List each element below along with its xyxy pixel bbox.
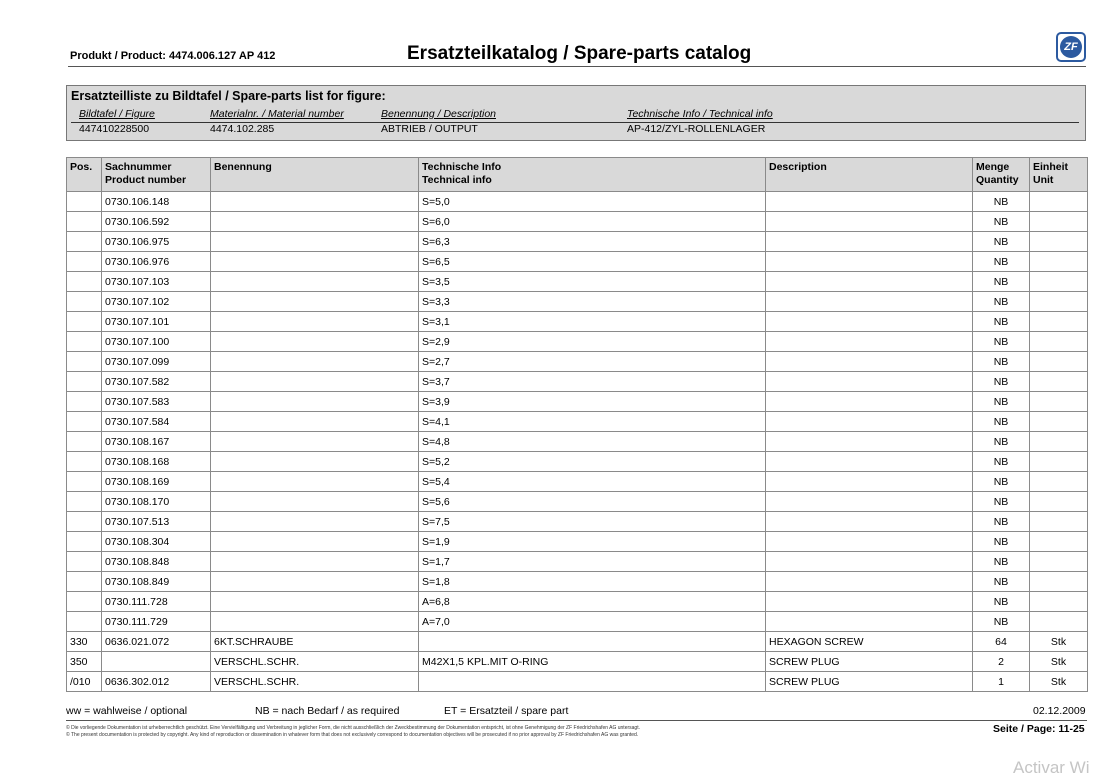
cell-quantity: NB: [973, 332, 1030, 352]
cell-pos: [67, 492, 102, 512]
cell-pos: [67, 532, 102, 552]
table-row: [67, 672, 1088, 692]
zf-logo-text: ZF: [1060, 36, 1082, 58]
cell-description: [766, 552, 973, 572]
cell-description: [766, 432, 973, 452]
cell-pos: [67, 552, 102, 572]
cell-technical-info: S=6,0: [419, 212, 766, 232]
column-header-description: [766, 158, 973, 192]
column-header-label: Sachnummer: [105, 161, 172, 173]
cell-name-de: [211, 452, 419, 472]
cell-pos: 330: [67, 632, 102, 652]
cell-technical-info: S=6,3: [419, 232, 766, 252]
cell-unit: [1030, 292, 1088, 312]
cell-quantity: NB: [973, 252, 1030, 272]
cell-product-number: 0730.106.592: [102, 212, 211, 232]
cell-product-number: 0730.107.102: [102, 292, 211, 312]
cell-name-de: [211, 292, 419, 312]
cell-quantity: NB: [973, 392, 1030, 412]
table-row: [67, 332, 1088, 352]
cell-description: [766, 452, 973, 472]
cell-description: [766, 492, 973, 512]
cell-technical-info: S=3,9: [419, 392, 766, 412]
cell-description: [766, 372, 973, 392]
cell-quantity: 2: [973, 652, 1030, 672]
cell-name-de: [211, 612, 419, 632]
cell-description: [766, 512, 973, 532]
cell-name-de: [211, 352, 419, 372]
cell-product-number: 0730.106.976: [102, 252, 211, 272]
figure-info-box: [66, 85, 1086, 141]
cell-product-number: 0730.107.513: [102, 512, 211, 532]
cell-quantity: NB: [973, 432, 1030, 452]
cell-product-number: 0730.107.101: [102, 312, 211, 332]
table-row: [67, 472, 1088, 492]
cell-description: HEXAGON SCREW: [766, 632, 973, 652]
cell-unit: [1030, 412, 1088, 432]
table-row: [67, 432, 1088, 452]
cell-unit: [1030, 352, 1088, 372]
cell-technical-info: [419, 632, 766, 652]
cell-unit: Stk: [1030, 632, 1088, 652]
cell-product-number: [102, 652, 211, 672]
cell-product-number: 0636.021.072: [102, 632, 211, 652]
cell-product-number: 0730.111.728: [102, 592, 211, 612]
table-row: [67, 652, 1088, 672]
header-divider: [68, 66, 1086, 67]
cell-unit: [1030, 452, 1088, 472]
cell-pos: [67, 512, 102, 532]
cell-technical-info: S=5,6: [419, 492, 766, 512]
document-date: 02.12.2009: [1033, 705, 1086, 717]
cell-description: [766, 332, 973, 352]
cell-name-de: [211, 492, 419, 512]
cell-technical-info: S=1,9: [419, 532, 766, 552]
cell-product-number: 0730.106.975: [102, 232, 211, 252]
table-row: [67, 492, 1088, 512]
table-row: [67, 232, 1088, 252]
cell-technical-info: S=2,7: [419, 352, 766, 372]
cell-quantity: NB: [973, 472, 1030, 492]
description-value: ABTRIEB / OUTPUT: [381, 123, 478, 135]
copyright-english: © The present documentation is protected by copyright. Any kind of reproduction or dissemination in whatever form that does not exclusively correspond to documentation objectives will be prosecuted if no prior approval by ZF Friedrichshafen AG was granted.: [66, 732, 639, 738]
cell-unit: [1030, 392, 1088, 412]
cell-technical-info: S=3,3: [419, 292, 766, 312]
cell-quantity: NB: [973, 592, 1030, 612]
cell-description: [766, 472, 973, 492]
cell-product-number: 0730.106.148: [102, 192, 211, 212]
product-label: Produkt / Product: 4474.006.127 AP 412: [70, 50, 276, 62]
cell-pos: /010: [67, 672, 102, 692]
cell-description: [766, 292, 973, 312]
page-number: Seite / Page: 11-25: [993, 723, 1085, 735]
cell-name-de: [211, 572, 419, 592]
cell-product-number: 0730.107.099: [102, 352, 211, 372]
cell-quantity: 64: [973, 632, 1030, 652]
cell-pos: 350: [67, 652, 102, 672]
column-header-unit: [1030, 158, 1088, 192]
cell-unit: Stk: [1030, 652, 1088, 672]
cell-quantity: NB: [973, 612, 1030, 632]
cell-product-number: 0730.108.304: [102, 532, 211, 552]
cell-unit: Stk: [1030, 672, 1088, 692]
cell-name-de: [211, 552, 419, 572]
cell-pos: [67, 212, 102, 232]
cell-name-de: [211, 432, 419, 452]
cell-technical-info: S=1,8: [419, 572, 766, 592]
cell-technical-info: A=7,0: [419, 612, 766, 632]
table-row: [67, 392, 1088, 412]
column-header-quantity: [973, 158, 1030, 192]
table-row: [67, 552, 1088, 572]
cell-unit: [1030, 252, 1088, 272]
cell-product-number: 0730.107.100: [102, 332, 211, 352]
table-row: [67, 372, 1088, 392]
table-header-row: [67, 158, 1088, 192]
cell-unit: [1030, 272, 1088, 292]
column-header-label: Technische Info: [422, 161, 502, 173]
cell-unit: [1030, 612, 1088, 632]
cell-name-de: [211, 512, 419, 532]
cell-name-de: [211, 592, 419, 612]
cell-pos: [67, 412, 102, 432]
table-row: [67, 212, 1088, 232]
table-row: [67, 352, 1088, 372]
cell-technical-info: S=7,5: [419, 512, 766, 532]
cell-pos: [67, 312, 102, 332]
cell-description: [766, 312, 973, 332]
material-number-value: 4474.102.285: [210, 123, 275, 135]
cell-description: [766, 352, 973, 372]
table-row: [67, 292, 1088, 312]
table-row: [67, 192, 1088, 212]
cell-product-number: 0730.108.168: [102, 452, 211, 472]
cell-quantity: NB: [973, 572, 1030, 592]
cell-unit: [1030, 232, 1088, 252]
cell-unit: [1030, 192, 1088, 212]
cell-pos: [67, 432, 102, 452]
cell-description: SCREW PLUG: [766, 672, 973, 692]
cell-description: [766, 192, 973, 212]
cell-pos: [67, 472, 102, 492]
table-row: [67, 252, 1088, 272]
cell-technical-info: S=6,5: [419, 252, 766, 272]
footer-divider: [66, 720, 1087, 721]
cell-quantity: NB: [973, 372, 1030, 392]
cell-product-number: 0730.111.729: [102, 612, 211, 632]
cell-unit: [1030, 552, 1088, 572]
zf-logo: [1056, 32, 1086, 62]
cell-quantity: NB: [973, 452, 1030, 472]
legend-optional: ww = wahlweise / optional: [66, 705, 188, 717]
column-header-name-de: [211, 158, 419, 192]
cell-description: [766, 272, 973, 292]
column-header-sublabel: Technical info: [422, 174, 492, 186]
table-row: [67, 632, 1088, 652]
cell-technical-info: S=4,1: [419, 412, 766, 432]
cell-technical-info: S=4,8: [419, 432, 766, 452]
cell-unit: [1030, 372, 1088, 392]
legend-spare-part: ET = Ersatzteil / spare part: [444, 705, 569, 717]
cell-product-number: 0730.107.584: [102, 412, 211, 432]
cell-quantity: NB: [973, 552, 1030, 572]
description-header: Benennung / Description: [381, 108, 496, 120]
cell-name-de: [211, 532, 419, 552]
column-header-sublabel: Quantity: [976, 174, 1019, 186]
column-header-label: Description: [769, 161, 827, 173]
table-row: [67, 272, 1088, 292]
cell-pos: [67, 612, 102, 632]
activation-watermark: Activar Wi: [1013, 758, 1090, 777]
cell-pos: [67, 192, 102, 212]
table-row: [67, 512, 1088, 532]
cell-name-de: VERSCHL.SCHR.: [211, 672, 419, 692]
cell-pos: [67, 232, 102, 252]
column-header-sublabel: Product number: [105, 174, 187, 186]
table-row: [67, 612, 1088, 632]
legend-as-required: NB = nach Bedarf / as required: [255, 705, 400, 717]
cell-pos: [67, 392, 102, 412]
cell-quantity: NB: [973, 492, 1030, 512]
cell-description: [766, 392, 973, 412]
cell-pos: [67, 352, 102, 372]
cell-pos: [67, 592, 102, 612]
column-header-label: Pos.: [70, 161, 93, 173]
cell-description: [766, 572, 973, 592]
cell-name-de: [211, 192, 419, 212]
parts-table: [66, 157, 1088, 692]
cell-quantity: NB: [973, 212, 1030, 232]
cell-technical-info: S=2,9: [419, 332, 766, 352]
cell-unit: [1030, 312, 1088, 332]
table-row: [67, 412, 1088, 432]
cell-description: [766, 252, 973, 272]
table-row: [67, 312, 1088, 332]
cell-quantity: NB: [973, 412, 1030, 432]
technical-info-header: Technische Info / Technical info: [627, 108, 773, 120]
cell-description: [766, 612, 973, 632]
cell-name-de: [211, 212, 419, 232]
cell-pos: [67, 292, 102, 312]
table-row: [67, 572, 1088, 592]
column-header-product-number: [102, 158, 211, 192]
figure-box-title: Ersatzteilliste zu Bildtafel / Spare-parts list for figure:: [71, 89, 386, 103]
cell-technical-info: M42X1,5 KPL.MIT O-RING: [419, 652, 766, 672]
cell-technical-info: S=1,7: [419, 552, 766, 572]
cell-pos: [67, 572, 102, 592]
cell-name-de: [211, 252, 419, 272]
cell-name-de: [211, 472, 419, 492]
table-row: [67, 592, 1088, 612]
cell-unit: [1030, 492, 1088, 512]
column-header-sublabel: Unit: [1033, 174, 1054, 186]
technical-info-value: AP-412/ZYL-ROLLENLAGER: [627, 123, 766, 135]
cell-description: [766, 412, 973, 432]
cell-quantity: NB: [973, 292, 1030, 312]
cell-description: SCREW PLUG: [766, 652, 973, 672]
cell-technical-info: [419, 672, 766, 692]
figure-value: 447410228500: [79, 123, 150, 135]
cell-name-de: [211, 372, 419, 392]
cell-name-de: 6KT.SCHRAUBE: [211, 632, 419, 652]
column-header-pos: [67, 158, 102, 192]
cell-unit: [1030, 332, 1088, 352]
cell-quantity: NB: [973, 532, 1030, 552]
cell-name-de: [211, 392, 419, 412]
cell-product-number: 0730.108.167: [102, 432, 211, 452]
cell-description: [766, 212, 973, 232]
cell-quantity: NB: [973, 512, 1030, 532]
cell-technical-info: S=3,1: [419, 312, 766, 332]
figure-header: Bildtafel / Figure: [79, 108, 155, 120]
column-header-label: Menge: [976, 161, 1010, 173]
column-header-technical-info: [419, 158, 766, 192]
cell-unit: [1030, 212, 1088, 232]
cell-quantity: NB: [973, 312, 1030, 332]
copyright-german: © Die vorliegende Dokumentation ist urheberrechtlich geschützt. Eine Vervielfältigung und Verbreitung in jeglicher Form, die nicht ausschließlich der Zweckbestimmung der Dokumentation entspricht, ist ohne Genehmigung der ZF Friedrichshafen AG untersagt.: [66, 725, 640, 731]
cell-quantity: 1: [973, 672, 1030, 692]
table-body: [67, 192, 1088, 692]
cell-product-number: 0636.302.012: [102, 672, 211, 692]
cell-product-number: 0730.107.103: [102, 272, 211, 292]
column-header-label: Benennung: [214, 161, 272, 173]
cell-product-number: 0730.108.848: [102, 552, 211, 572]
material-number-header: Materialnr. / Material number: [210, 108, 344, 120]
cell-product-number: 0730.107.583: [102, 392, 211, 412]
cell-product-number: 0730.108.169: [102, 472, 211, 492]
cell-unit: [1030, 532, 1088, 552]
cell-description: [766, 232, 973, 252]
cell-quantity: NB: [973, 232, 1030, 252]
cell-name-de: [211, 332, 419, 352]
cell-name-de: [211, 272, 419, 292]
cell-pos: [67, 332, 102, 352]
cell-unit: [1030, 512, 1088, 532]
cell-technical-info: S=5,4: [419, 472, 766, 492]
cell-description: [766, 532, 973, 552]
cell-unit: [1030, 572, 1088, 592]
cell-technical-info: A=6,8: [419, 592, 766, 612]
cell-pos: [67, 452, 102, 472]
cell-name-de: VERSCHL.SCHR.: [211, 652, 419, 672]
cell-unit: [1030, 592, 1088, 612]
cell-name-de: [211, 412, 419, 432]
cell-quantity: NB: [973, 352, 1030, 372]
cell-product-number: 0730.107.582: [102, 372, 211, 392]
page-title: Ersatzteilkatalog / Spare-parts catalog: [407, 43, 752, 64]
cell-unit: [1030, 432, 1088, 452]
table-row: [67, 532, 1088, 552]
cell-product-number: 0730.108.170: [102, 492, 211, 512]
cell-name-de: [211, 232, 419, 252]
cell-description: [766, 592, 973, 612]
cell-technical-info: S=3,7: [419, 372, 766, 392]
cell-technical-info: S=3,5: [419, 272, 766, 292]
cell-technical-info: S=5,0: [419, 192, 766, 212]
cell-pos: [67, 252, 102, 272]
cell-quantity: NB: [973, 272, 1030, 292]
column-header-label: Einheit: [1033, 161, 1069, 173]
cell-pos: [67, 272, 102, 292]
table-row: [67, 452, 1088, 472]
cell-technical-info: S=5,2: [419, 452, 766, 472]
cell-quantity: NB: [973, 192, 1030, 212]
cell-product-number: 0730.108.849: [102, 572, 211, 592]
cell-unit: [1030, 472, 1088, 492]
cell-name-de: [211, 312, 419, 332]
cell-pos: [67, 372, 102, 392]
